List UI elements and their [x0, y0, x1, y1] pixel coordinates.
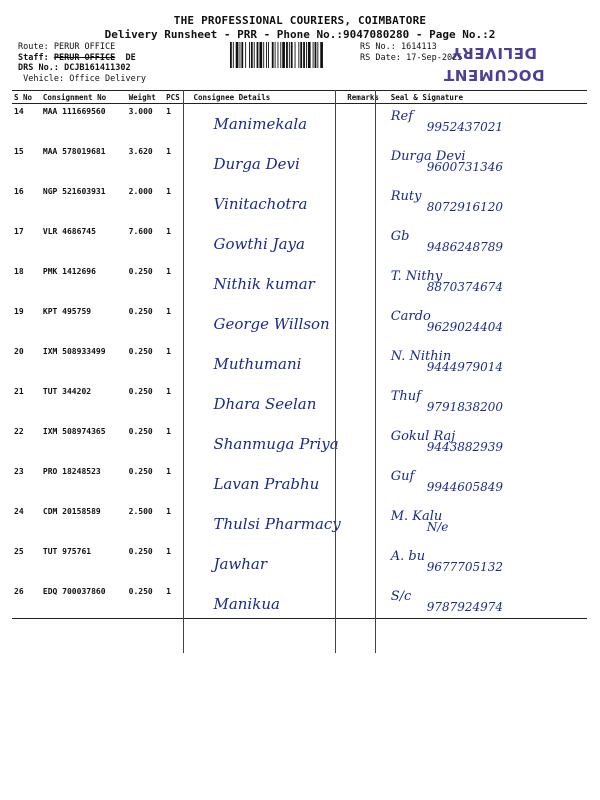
row-remarks	[345, 184, 388, 224]
barcode-bar	[272, 42, 274, 68]
row-sno: 26	[12, 584, 41, 619]
barcode-bar	[263, 42, 264, 68]
row-pcs: 1	[166, 346, 171, 356]
drs-value: DCJB161411302	[64, 63, 131, 73]
row-pcs: 1	[166, 466, 171, 476]
row-consignee-cell	[191, 304, 345, 344]
row-consignee: Gowthi Jaya	[213, 234, 305, 253]
row-signature: Cardo	[390, 308, 431, 324]
row-consignee-cell	[191, 424, 345, 464]
row-consignee-cell	[191, 264, 345, 304]
rs-date-label: RS Date:	[360, 52, 401, 63]
row-consignee: Nithik kumar	[213, 274, 315, 293]
company-title: THE PROFESSIONAL COURIERS, COIMBATORE	[173, 14, 427, 27]
meta-right-block	[360, 42, 462, 63]
row-consignee: Durga Devi	[213, 154, 300, 173]
row-consignee: Jawhar	[213, 554, 268, 573]
staff-label: Staff:	[18, 52, 49, 63]
row-signature: Ruty	[390, 188, 422, 204]
row-phone: 9486248789	[426, 239, 504, 254]
row-consignee: George Willson	[213, 314, 330, 333]
row-consignee-cell	[191, 544, 345, 584]
col-weight: Weight	[127, 91, 165, 104]
row-phone: 9629024404	[426, 319, 504, 334]
route-label: Route:	[18, 42, 49, 52]
row-consignee: Manikua	[213, 594, 280, 613]
row-signature-cell	[389, 544, 587, 584]
row-remarks	[345, 464, 388, 504]
row-consignee-cell	[191, 384, 345, 424]
row-consignment: PMK 1412696	[42, 266, 96, 276]
row-phone: 9944605849	[426, 479, 504, 494]
row-remarks	[345, 104, 388, 144]
row-remarks	[345, 424, 388, 464]
row-consignee: Muthumani	[213, 354, 302, 373]
row-pcs: 1	[166, 226, 171, 236]
row-consignee-cell	[191, 224, 345, 264]
row-remarks	[345, 224, 388, 264]
row-consignee: Vinitachotra	[213, 194, 308, 213]
barcode-bar	[251, 42, 253, 68]
table-row	[12, 504, 587, 544]
table-row	[12, 184, 587, 224]
row-signature: Gb	[390, 228, 410, 244]
row-sno: 21	[14, 386, 24, 396]
rs-label: RS No.:	[360, 42, 396, 52]
row-signature: Ref	[390, 109, 414, 124]
row-consignment: IXM 508933499	[42, 346, 106, 356]
row-signature-cell	[389, 424, 587, 464]
row-consignee-cell	[191, 184, 345, 224]
barcode-bar	[315, 42, 317, 68]
barcode-bar	[289, 42, 290, 68]
table-header-row	[12, 91, 587, 104]
barcode-bar	[278, 42, 279, 68]
row-signature: Gokul Raj	[390, 428, 456, 444]
row-pcs: 1	[166, 186, 171, 196]
row-signature: M. Kalu	[390, 508, 443, 524]
barcode-image	[229, 42, 355, 68]
table-row	[12, 104, 587, 144]
rs-line	[360, 42, 462, 53]
row-signature-cell	[389, 184, 587, 224]
row-phone: 9952437021	[426, 120, 504, 134]
row-signature: Thuf	[390, 388, 421, 404]
row-consignee-cell	[191, 104, 345, 144]
row-remarks	[345, 264, 388, 304]
row-remarks	[345, 584, 388, 619]
table-row	[12, 304, 587, 344]
row-consignment: VLR 4686745	[42, 226, 96, 236]
row-signature: N. Nithin	[390, 348, 452, 364]
row-remarks	[345, 504, 388, 544]
table-row	[12, 544, 587, 584]
table-row	[12, 144, 587, 184]
row-signature-cell	[389, 304, 587, 344]
row-consignment: EDQ 700037860	[41, 584, 127, 619]
row-pcs: 1	[166, 306, 171, 316]
barcode-bar	[303, 42, 305, 68]
row-signature: S/c	[390, 588, 412, 604]
table-row	[12, 384, 587, 424]
row-sno: 15	[14, 146, 24, 156]
row-remarks	[345, 144, 388, 184]
col-pcs: PCS	[164, 91, 191, 104]
row-signature-cell	[389, 104, 587, 144]
row-consignment: TUT 344202	[42, 386, 92, 396]
row-weight: 0.250	[128, 426, 153, 436]
barcode-bar	[280, 42, 281, 68]
table-row	[12, 264, 587, 304]
row-signature: Durga Devi	[390, 148, 466, 164]
row-sno: 17	[14, 226, 24, 236]
row-remarks	[345, 384, 388, 424]
row-consignee: Manimekala	[213, 115, 308, 133]
row-consignment: NGP 521603931	[42, 186, 106, 196]
row-consignee: Dhara Seelan	[213, 394, 317, 413]
barcode-bar	[320, 42, 323, 68]
rs-date-line	[360, 53, 462, 64]
row-pcs: 1	[166, 266, 171, 276]
table-body	[12, 104, 587, 619]
vehicle-value: Office Delivery	[69, 73, 146, 84]
row-weight: 7.600	[128, 226, 153, 236]
drs-label: DRS No.:	[18, 63, 59, 73]
column-divider	[335, 90, 336, 653]
row-weight: 3.000	[128, 107, 153, 116]
barcode-bar	[236, 42, 239, 68]
row-phone: N/e	[426, 519, 449, 534]
column-divider	[375, 90, 376, 653]
row-signature-cell	[389, 464, 587, 504]
route-value: PERUR OFFICE	[53, 42, 116, 52]
row-remarks	[345, 304, 388, 344]
row-consignee: Lavan Prabhu	[213, 474, 320, 493]
row-weight: 0.250	[127, 584, 165, 619]
row-consignee-cell	[191, 464, 345, 504]
table-row	[12, 224, 587, 264]
row-phone: 9444979014	[426, 359, 504, 374]
row-signature: T. Nithy	[390, 268, 443, 284]
row-pcs: 1	[166, 506, 171, 516]
barcode-bar	[317, 42, 318, 68]
row-consignment: CDM 20158589	[42, 506, 101, 516]
row-pcs: 1	[166, 146, 171, 156]
column-divider	[183, 90, 184, 653]
barcode-bar	[282, 42, 285, 68]
table-row	[12, 424, 587, 464]
barcode-bar	[249, 42, 250, 68]
meta-left-block	[18, 42, 146, 84]
row-signature-cell	[389, 344, 587, 384]
row-phone: 9787924974	[426, 599, 504, 614]
row-consignee-cell	[191, 144, 345, 184]
vehicle-line	[18, 74, 146, 85]
row-signature: Guf	[390, 468, 415, 484]
row-consignment: TUT 975761	[42, 546, 92, 556]
col-sno: S No	[12, 91, 41, 104]
row-pcs: 1	[166, 107, 171, 116]
barcode-bar	[275, 42, 276, 68]
row-weight: 3.620	[128, 146, 153, 156]
row-consignment: MAA 111669560	[42, 107, 106, 116]
staff-value: PERUR OFFICE	[53, 52, 116, 63]
row-signature-cell	[389, 264, 587, 304]
row-remarks	[345, 544, 388, 584]
row-pcs: 1	[166, 546, 171, 556]
drs-line	[18, 63, 146, 74]
row-phone: 9677705132	[426, 559, 504, 574]
rs-value: 1614113	[400, 42, 437, 52]
row-pcs: 1	[166, 426, 171, 436]
table-row	[12, 464, 587, 504]
route-line	[18, 42, 146, 53]
barcode-bar	[257, 42, 259, 68]
row-weight: 0.250	[128, 546, 153, 556]
row-signature-cell	[389, 384, 587, 424]
vehicle-label: Vehicle:	[23, 73, 65, 84]
row-sno: 24	[14, 506, 24, 516]
table-row	[12, 584, 587, 619]
row-consignment: MAA 578019681	[42, 146, 106, 156]
row-consignee-cell	[191, 504, 345, 544]
staff-line	[18, 53, 146, 64]
barcode-bar	[240, 42, 241, 68]
row-weight: 0.250	[128, 386, 153, 396]
table-row	[12, 344, 587, 384]
barcode-bar	[308, 42, 311, 68]
barcode-bar	[241, 42, 243, 68]
row-phone: 8072916120	[426, 199, 504, 214]
barcode-bar	[233, 42, 234, 68]
barcode-bar	[254, 42, 255, 68]
barcode-bar	[259, 42, 262, 68]
row-phone: 8870374674	[426, 279, 504, 294]
row-sno: 25	[14, 546, 24, 556]
row-remarks	[345, 344, 388, 384]
row-pcs: 1	[166, 386, 171, 396]
row-signature: A. bu	[390, 548, 426, 564]
row-sno: 18	[14, 266, 24, 276]
row-consignment: IXM 508974365	[42, 426, 106, 436]
barcode-bar	[295, 42, 296, 68]
row-signature-cell	[389, 584, 587, 619]
row-consignment: PRO 18248523	[42, 466, 101, 476]
row-sno: 19	[14, 306, 24, 316]
row-weight: 2.000	[128, 186, 153, 196]
col-consignment: Consignment No	[41, 91, 127, 104]
barcode-bar	[266, 42, 267, 68]
row-signature-cell	[389, 224, 587, 264]
barcode-bar	[286, 42, 288, 68]
row-weight: 2.500	[128, 506, 153, 516]
row-phone: 9443882939	[426, 439, 504, 454]
row-consignee-cell	[191, 584, 345, 619]
row-consignee-cell	[191, 344, 345, 384]
row-sno: 14	[14, 107, 24, 116]
row-weight: 0.250	[128, 346, 153, 356]
staff-code: DE	[125, 52, 136, 63]
row-consignment: KPT 495759	[42, 306, 92, 316]
row-sno: 23	[14, 466, 24, 476]
row-weight: 0.250	[128, 306, 153, 316]
row-consignee: Thulsi Pharmacy	[213, 514, 341, 533]
row-consignee: Shanmuga Priya	[213, 434, 339, 453]
row-signature-cell	[389, 504, 587, 544]
col-consignee: Consignee Details	[191, 91, 345, 104]
row-signature-cell	[389, 144, 587, 184]
row-sno: 20	[14, 346, 24, 356]
rs-date-value: 17-Sep-2025	[406, 52, 463, 63]
delivery-table	[12, 90, 587, 619]
row-weight: 0.250	[128, 266, 153, 276]
row-phone: 9791838200	[426, 399, 504, 414]
row-weight: 0.250	[128, 466, 153, 476]
row-phone: 9600731346	[426, 159, 504, 174]
barcode-bar	[291, 42, 293, 68]
col-remarks: Remarks	[345, 91, 388, 104]
row-sno: 16	[14, 186, 24, 196]
row-pcs: 1	[164, 584, 191, 619]
col-seal-signature: Seal & Signature	[389, 91, 587, 104]
barcode-bar	[298, 42, 299, 68]
runsheet-subtitle: Delivery Runsheet - PRR - Phone No.:9047080280 - Page No.:2	[104, 28, 496, 41]
row-sno: 22	[14, 426, 24, 436]
barcode-bar	[230, 42, 232, 68]
barcode-bar	[313, 42, 314, 68]
document-delivery-stamp: DOCUMENT DELIVERY	[443, 44, 545, 84]
barcode-bar	[268, 42, 269, 68]
barcode-bar	[245, 42, 246, 68]
barcode-bar	[306, 42, 307, 68]
barcode-bar	[300, 42, 302, 68]
